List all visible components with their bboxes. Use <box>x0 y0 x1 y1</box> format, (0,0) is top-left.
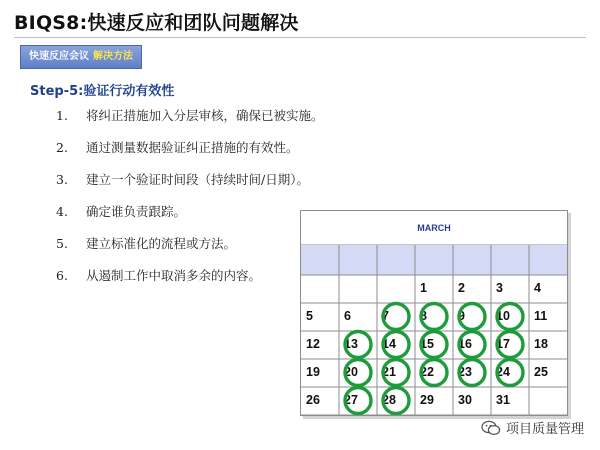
calendar-day: 13 <box>344 337 358 351</box>
list-item-text: 建立一个验证时间段（持续时间/日期）。 <box>86 172 309 187</box>
calendar-day: 28 <box>382 393 396 407</box>
title-divider <box>14 37 586 38</box>
section-badge <box>20 45 142 69</box>
list-item <box>56 172 324 204</box>
calendar-day: 14 <box>382 337 396 351</box>
calendar-day: 26 <box>306 393 320 407</box>
list-item-number: 2. <box>56 140 68 155</box>
calendar-day: 2 <box>458 281 465 295</box>
calendar-day: 4 <box>534 281 541 295</box>
calendar-day: 6 <box>344 309 351 323</box>
calendar-day: 31 <box>496 393 510 407</box>
calendar-day: 16 <box>458 337 472 351</box>
calendar-day: 17 <box>496 337 510 351</box>
calendar-day: 27 <box>344 393 358 407</box>
calendar-day: 23 <box>458 365 472 379</box>
calendar-day: 10 <box>496 309 510 323</box>
calendar-day: 21 <box>382 365 396 379</box>
calendar-day: 5 <box>306 309 313 323</box>
list-item-number: 1. <box>56 108 68 123</box>
calendar-day: 11 <box>534 309 548 323</box>
calendar-day: 7 <box>382 309 389 323</box>
calendar-day: 12 <box>306 337 320 351</box>
calendar-day: 25 <box>534 365 548 379</box>
calendar-image <box>300 210 568 416</box>
list-item-number: 5. <box>56 236 68 251</box>
step-title: Step-5:验证行动有效性 <box>30 84 175 99</box>
list-item <box>56 204 324 236</box>
list-item-text: 从遏制工作中取消多余的内容。 <box>86 268 262 283</box>
calendar-grid <box>301 211 567 415</box>
calendar-day: 1 <box>420 281 427 295</box>
calendar-month-label: MARCH <box>417 223 451 233</box>
calendar-day: 9 <box>458 309 465 323</box>
list-item-text: 通过测量数据验证纠正措施的有效性。 <box>86 140 299 155</box>
list-item-number: 6. <box>56 268 68 283</box>
calendar-day: 22 <box>420 365 434 379</box>
badge-method-label: 解决方法 <box>93 51 133 62</box>
page-title: BIQS8:快速反应和团队问题解决 <box>14 12 299 34</box>
calendar-day: 30 <box>458 393 472 407</box>
calendar-day: 18 <box>534 337 548 351</box>
list-item <box>56 140 324 172</box>
calendar-day: 19 <box>306 365 320 379</box>
watermark-text: 项目质量管理 <box>505 422 584 437</box>
calendar-day: 24 <box>496 365 510 379</box>
calendar-day: 3 <box>496 281 503 295</box>
watermark <box>481 418 584 437</box>
badge-meeting-label: 快速反应会议 <box>29 51 89 62</box>
list-item-text: 将纠正措施加入分层审核，确保已被实施。 <box>86 108 324 123</box>
list-item-text: 建立标准化的流程或方法。 <box>86 236 237 251</box>
calendar-day: 20 <box>344 365 358 379</box>
calendar-day: 8 <box>420 309 427 323</box>
calendar-day: 15 <box>420 337 434 351</box>
calendar-day: 29 <box>420 393 434 407</box>
list-item <box>56 268 324 300</box>
weekday-header-band <box>301 245 567 275</box>
wechat-icon <box>481 420 501 436</box>
list-item-number: 3. <box>56 172 68 187</box>
steps-list <box>56 108 324 300</box>
list-item-text: 确定谁负责跟踪。 <box>86 204 187 219</box>
list-item <box>56 108 324 140</box>
list-item-number: 4. <box>56 204 68 219</box>
list-item <box>56 236 324 268</box>
